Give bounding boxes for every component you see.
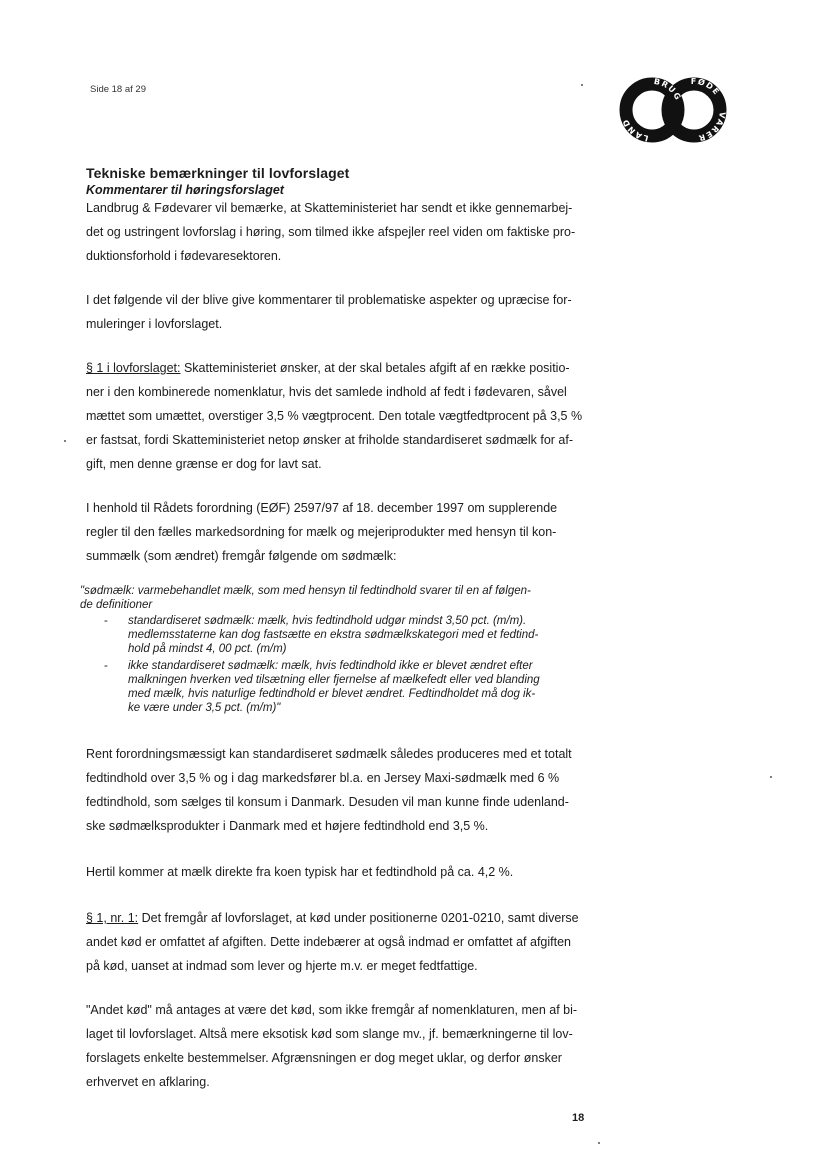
svg-text:VARER: VARER [696, 111, 728, 143]
scan-speck [598, 1142, 600, 1144]
text-line: "sødmælk: varmebehandlet mælk, som med hensyn til fedtindhold svarer til en af følgen- [80, 585, 531, 597]
text-line: Hertil kommer at mælk direkte fra koen typisk har et fedtindhold på ca. 4,2 %. [86, 865, 514, 879]
text-line: på kød, uanset at indmad som lever og hjerte m.v. er meget fedtfattige. [86, 959, 478, 973]
scan-speck [581, 84, 583, 86]
paragraph-7 [86, 906, 616, 978]
text-line: forslagets enkelte bestemmelser. Afgrænsningen er dog meget uklar, og derfor ønsker [86, 1051, 562, 1065]
text-line: Landbrug & Fødevarer vil bemærke, at Skatteministeriet har sendt et ikke gennemarbej- [86, 201, 573, 215]
section-reference: § 1, nr. 1: [86, 911, 139, 925]
paragraph-2 [86, 288, 616, 336]
text-line: summælk (som ændret) fremgår følgende om sødmælk: [86, 549, 397, 563]
text-line: "Andet kød" må antages at være det kød, som ikke fremgår af nomenklaturen, men af bi- [86, 1003, 578, 1017]
text-line: ner i den kombinerede nomenklatur, hvis det samlede indhold af fedt i fødevaren, såvel [86, 385, 567, 399]
text-line: gift, men denne grænse er dog for lavt sat. [86, 457, 322, 471]
svg-text:BRUG: BRUG [653, 76, 683, 103]
scan-speck [64, 440, 66, 442]
section-subheading: Kommentarer til høringsforslaget [86, 183, 284, 197]
page-label: Side 18 af 29 [90, 84, 146, 95]
text-line: andet kød er omfattet af afgiften. Dette indebærer at også indmad er omfattet af afgiften [86, 935, 571, 949]
paragraph-5 [86, 742, 616, 838]
text-line: erhvervet en afklaring. [86, 1075, 210, 1089]
section-heading: Tekniske bemærkninger til lovforslaget [86, 165, 350, 181]
text-line: laget til lovforslaget. Altså mere eksotisk kød som slange mv., jf. bemærkningerne til lov- [86, 1027, 573, 1041]
list-item: - ikke standardiseret sødmælk: mælk, hvis fedtindhold ikke er blevet ændret efter malkningen hverken ved tilsætning eller fjernelse af mælkefedt eller ved blanding med mælk, hvis naturlige fedtindhold er blevet ændret. Fedtindholdet må dog ik- ke være under 3,5 pct. (m/m)" [104, 660, 540, 714]
text-line: § 1 i lovforslaget: Skatteministeriet ønsker, at der skal betales afgift af en række positio- [86, 361, 570, 375]
text-line: Rent forordningsmæssigt kan standardiseret sødmælk således produceres med et totalt [86, 747, 572, 761]
text-line: de definitioner [80, 599, 153, 611]
landbrug-foedevarer-logo [612, 68, 734, 152]
text-line: regler til den fælles markedsordning for mælk og mejeriprodukter med hensyn til kon- [86, 525, 557, 539]
text-line: er fastsat, fordi Skatteministeriet netop ønsker at friholde standardiseret sødmælk for af- [86, 433, 574, 447]
svg-text:LAND: LAND [620, 117, 650, 143]
svg-text:FØDE: FØDE [690, 76, 722, 98]
paragraph-4 [86, 496, 616, 568]
scan-speck [770, 776, 772, 778]
text-line: I henhold til Rådets forordning (EØF) 2597/97 af 18. december 1997 om supplerende [86, 501, 558, 515]
text-line: § 1, nr. 1: Det fremgår af lovforslaget, at kød under positionerne 0201-0210, samt diverse [86, 911, 579, 925]
section-reference: § 1 i lovforslaget: [86, 361, 181, 375]
text-line: ske sødmælksprodukter i Danmark med et højere fedtindhold end 3,5 %. [86, 819, 489, 833]
text-line: fedtindhold, som sælges til konsum i Danmark. Desuden vil man kunne finde udenland- [86, 795, 569, 809]
paragraph-8 [86, 998, 616, 1094]
text-line: mættet som umættet, overstiger 3,5 % vægtprocent. Den totale vægtfedtprocent på 3,5 % [86, 409, 583, 423]
text-line: muleringer i lovforslaget. [86, 317, 223, 331]
quote-definition-list [100, 614, 600, 718]
regulation-quote [80, 584, 600, 612]
list-item: - standardiseret sødmælk: mælk, hvis fedtindhold udgør mindst 3,50 pct. (m/m). medlemsstaterne kan dog fastsætte en ekstra sødmælkskategori med et fedtind- hold på mindst 4, 00 pct. (m/m) [104, 615, 539, 655]
text-line: duktionsforhold i fødevaresektoren. [86, 249, 282, 263]
text-line: I det følgende vil der blive give kommentarer til problematiske aspekter og upræcise for- [86, 293, 572, 307]
paragraph-3 [86, 356, 616, 476]
intro-paragraph [86, 196, 616, 268]
page-number: 18 [572, 1112, 585, 1124]
paragraph-6 [86, 860, 616, 884]
text-line: det og ustringent lovforslag i høring, som tilmed ikke afspejler reel viden om faktiske pro- [86, 225, 576, 239]
text-line: fedtindhold over 3,5 % og i dag markedsfører bl.a. en Jersey Maxi-sødmælk med 6 % [86, 771, 560, 785]
